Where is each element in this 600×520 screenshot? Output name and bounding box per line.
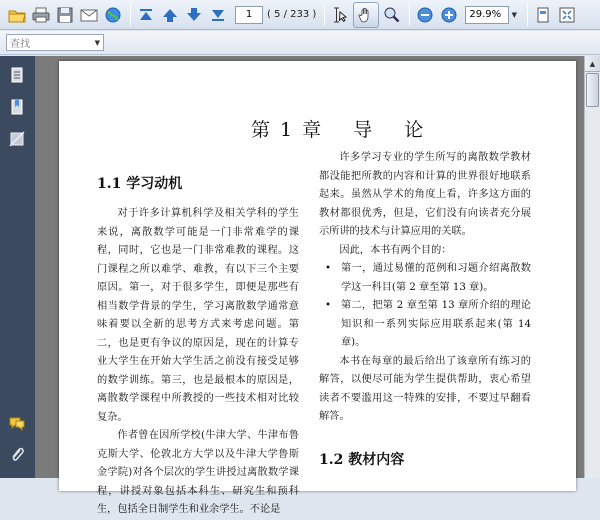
signatures-panel-icon[interactable] <box>6 128 28 150</box>
main-toolbar <box>0 0 600 30</box>
email-icon[interactable] <box>78 4 100 26</box>
chapter-word-2: 论 <box>404 119 426 141</box>
pdf-page <box>59 61 576 515</box>
bookmarks-panel-icon[interactable] <box>6 96 28 118</box>
chapter-title <box>251 115 455 142</box>
hand-icon[interactable] <box>353 2 379 28</box>
globe-icon[interactable] <box>102 4 124 26</box>
zoom-in-icon[interactable] <box>438 4 460 26</box>
scroll-thumb[interactable] <box>586 73 599 107</box>
open-folder-icon[interactable] <box>6 4 28 26</box>
document-viewport[interactable] <box>35 56 600 515</box>
next-page-icon[interactable] <box>183 4 205 26</box>
fullscreen-icon[interactable] <box>556 4 578 26</box>
paragraph: 许多学习专业的学生所写的离散数学教材都没能把所教的内容和计算的世界很好地联系起来。虽然从学术的角度上看，许多这方面的教材都很优秀，但是，它们没有向读者充分展示所讲的技术与计算应用的关联。 <box>319 152 531 237</box>
chevron-down-icon[interactable]: ▼ <box>94 38 100 47</box>
chapter-word-1: 导 <box>353 119 375 141</box>
list-item: • 第二，把第 2 章至第 13 章所介绍的理论知识和一系列实际应用联系起来(第 14 章)。 <box>319 297 531 353</box>
zoom-out-icon[interactable] <box>414 4 436 26</box>
section-title-1-1: 1.1 学习动机 <box>97 176 183 192</box>
print-icon[interactable] <box>30 4 52 26</box>
navigation-panel <box>0 56 35 478</box>
last-page-icon[interactable] <box>207 4 229 26</box>
list-item: • 第一，通过易懂的范例和习题介绍离散数学这一科目(第 2 章至第 13 章)。 <box>319 260 531 297</box>
chapter-number: 第 1 章 <box>251 119 324 141</box>
paragraph: 对于许多计算机科学及相关学科的学生来说，离散数学可能是一门非常难学的课程，同时，它也是一门非常难教的课程。这门课程之所以难学、难教，有以下三个主要原因。第一，对于很多学生，即便是那些有相当数学背景的学生，学习离散数学通常意味着要以全新的思考方式来考虑问题。第二，也是更有争议的原因是，现在的计算专业大学生在开始大学生活之前没有接受足够的数学训练。第三，也是最根本的原因是，离散数学课程中所教授的一些技术相对比较复杂。 <box>97 208 299 423</box>
paragraph: 因此，本书有两个目的： <box>339 244 452 256</box>
page-number-input[interactable]: 1 <box>235 6 263 24</box>
paragraph: 作者曾在因所学校(牛津大学、牛津布鲁克斯大学、伦敦北方大学以及牛津大学鲁斯金学院)对各个层次的学生讲授过离散数学课程，讲授对象包括本科生、研究生和预科生，包括全日制学生和业余学生。不论是 <box>97 430 299 515</box>
find-toolbar <box>0 31 600 55</box>
prev-page-icon[interactable] <box>159 4 181 26</box>
zoom-level-input[interactable]: 29.9% <box>465 6 509 24</box>
scroll-up-icon[interactable]: ▲ <box>585 56 600 72</box>
comments-panel-icon[interactable] <box>6 412 28 434</box>
first-page-icon[interactable] <box>135 4 157 26</box>
paragraph: 本书在每章的最后给出了该章所有练习的解答，以便尽可能为学生提供帮助，衷心希望读者不要滥用这一特殊的安排，不要过早翻看解答。 <box>319 355 531 422</box>
vertical-scrollbar[interactable] <box>584 56 600 478</box>
section-title-1-2: 1.2 教材内容 <box>319 452 405 468</box>
attachments-panel-icon[interactable] <box>6 444 28 466</box>
select-text-icon[interactable] <box>329 4 351 26</box>
find-input[interactable] <box>6 34 104 51</box>
chevron-down-icon[interactable]: ▼ <box>511 10 518 19</box>
pages-panel-icon[interactable] <box>6 64 28 86</box>
zoom-glass-icon[interactable] <box>381 4 403 26</box>
fit-page-icon[interactable] <box>532 4 554 26</box>
find-input-text: 查找 <box>10 39 30 50</box>
right-column <box>319 149 531 427</box>
left-column <box>97 205 299 520</box>
save-icon[interactable] <box>54 4 76 26</box>
page-count-label: ( 5 / 233 ) <box>267 9 317 20</box>
